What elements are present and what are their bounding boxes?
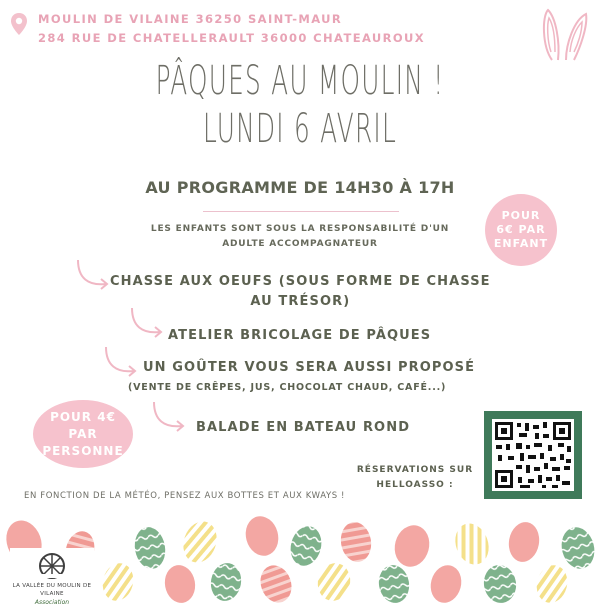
arrow-icon <box>128 306 168 340</box>
address-line-2: 284 RUE DE CHATELLERAULT 36000 CHATEAUROUX <box>38 31 426 45</box>
arrow-icon <box>74 258 114 292</box>
note-line-1: LES ENFANTS SONT SOUS LA RESPONSABILITÉ D'UN <box>150 224 450 234</box>
address-block <box>38 10 425 48</box>
child-price-line-1: POUR <box>501 209 541 222</box>
reservation-line-2: HELLOASSO : <box>376 480 454 490</box>
person-price-line-1: POUR 4€ <box>50 409 116 424</box>
qr-code-frame[interactable] <box>484 411 582 499</box>
qr-code-icon[interactable] <box>492 419 574 491</box>
divider <box>203 211 399 212</box>
person-price-line-2: PAR <box>68 426 98 441</box>
activity-snack: UN GOÛTER VOUS SERA AUSSI PROPOSÉ <box>143 360 476 375</box>
responsibility-note <box>140 222 460 252</box>
programme-heading: AU PROGRAMME DE 14H30 À 17H <box>145 178 455 197</box>
activity-boat-ride: BALADE EN BATEAU ROND <box>196 420 411 435</box>
mill-wheel-icon <box>10 548 94 578</box>
logo-subtitle: Association <box>10 598 94 607</box>
activity-line: CHASSE AUX OEUFS (SOUS FORME DE CHASSE <box>110 274 491 289</box>
child-price-line-3: ENFANT <box>493 237 549 250</box>
arrow-icon <box>102 345 142 379</box>
event-date: LUNDI 6 AVRIL <box>202 106 398 152</box>
logo-name: LA VALLÉE DU MOULIN DE VILAINE <box>10 582 94 598</box>
activity-snack-detail: (VENTE DE CRÊPES, JUS, CHOCOLAT CHAUD, CAFÉ...) <box>128 382 447 393</box>
reservation-line-1: RÉSERVATIONS SUR <box>356 465 474 475</box>
note-line-2: ADULTE ACCOMPAGNATEUR <box>222 239 378 249</box>
person-price-line-3: PERSONNE <box>42 443 124 458</box>
activity-line: AU TRÉSOR) <box>250 294 351 309</box>
reservation-text <box>350 463 480 493</box>
person-price-badge <box>33 400 133 468</box>
weather-note: EN FONCTION DE LA MÉTÉO, PENSEZ AUX BOTTES ET AUX KWAYS ! <box>24 491 346 501</box>
child-price-badge <box>485 194 557 266</box>
arrow-icon <box>150 400 190 434</box>
event-title: PÂQUES AU MOULIN ! <box>155 58 445 104</box>
bunny-ears-icon <box>536 6 592 62</box>
activity-craft-workshop: ATELIER BRICOLAGE DE PÂQUES <box>168 328 432 343</box>
association-logo <box>10 548 94 606</box>
address-line-1: MOULIN DE VILAINE 36250 SAINT-MAUR <box>38 12 343 26</box>
location-pin-icon <box>10 12 28 36</box>
child-price-line-2: 6€ PAR <box>496 223 546 236</box>
